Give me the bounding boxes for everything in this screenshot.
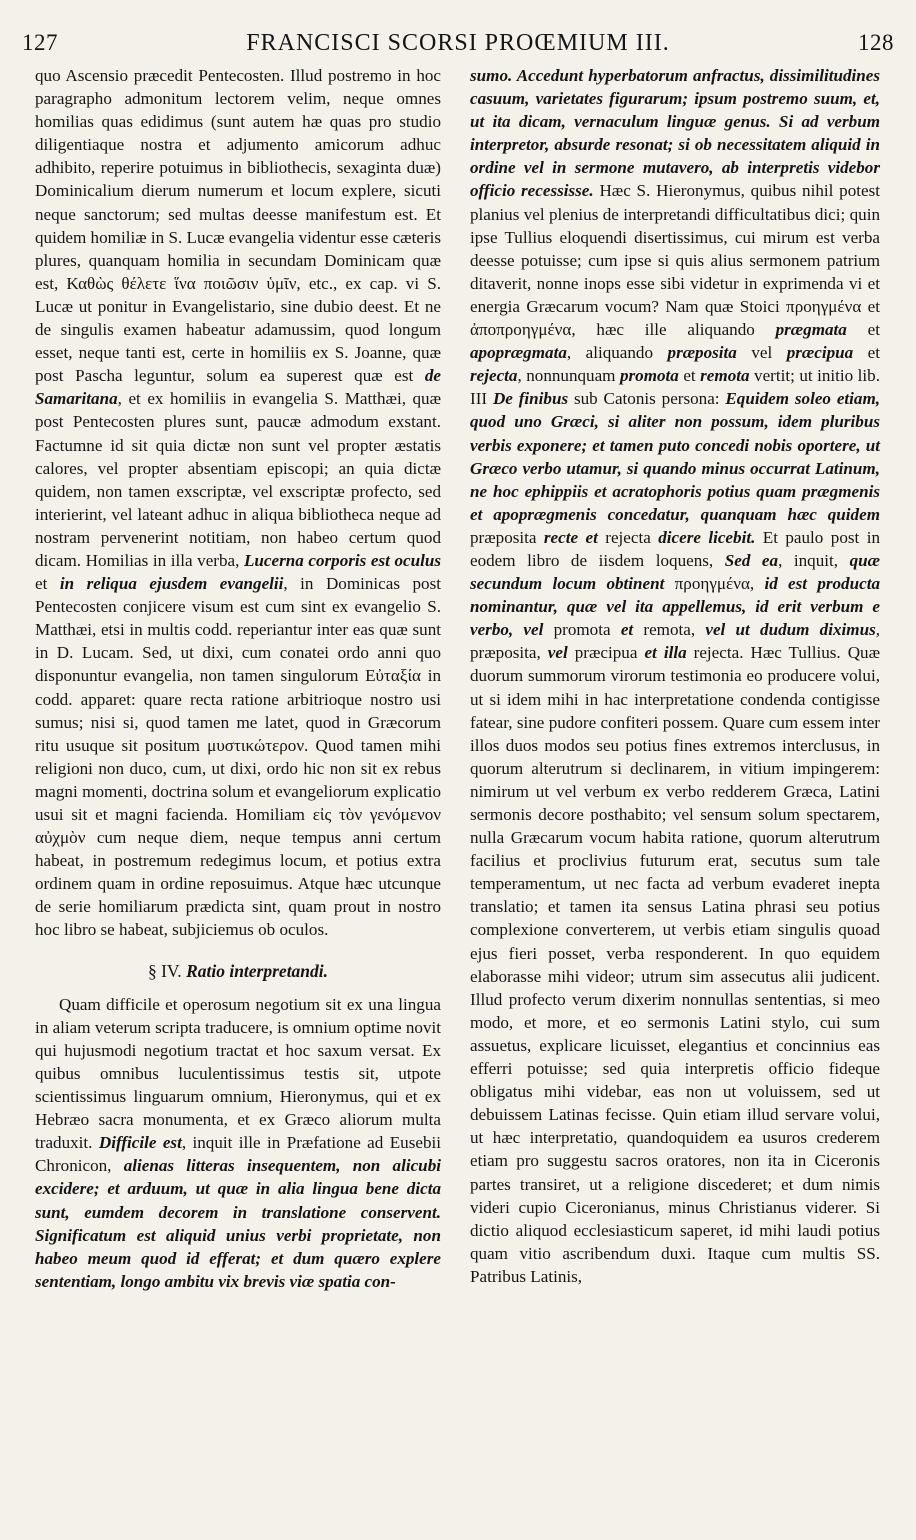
- text-run: et: [35, 574, 60, 594]
- italic-run: recte et: [543, 527, 598, 547]
- text-run: sub Catonis persona:: [568, 389, 726, 409]
- text-run: , in Dominicas post Pentecosten conjicere visum est cum sint ex evangelio S. Matthæi, etsi in multis codd. reperiantur inter eas quæ sunt in D. Lucam. Sed, ut dixi, cum conatei ordo anni quo disponuntur evangelia, non tamen singulorum Εὐταξία in codd. apparet: quare recta ratione arbitrioque nostro usi sumus; nisi si, quod tamen me latet, quod in Græcorum ritu usuque sit positum μυστικώτερον. Quod tamen mihi religioni non duco, cum, ut dixi, ordo hic non sit ex rebus magni momenti, doctrina solum et evangeliorum explicatio usui sit et magni facienda. Homiliam εἰς τὸν γενόμενον αὐχμὸν cum neque diem, neque tempus anni certum habeat, in postremum redegimus locum, et potius extra ordinem quam in ordine reposuimus. Atque hæc utcunque de serie homiliarum prædicta sint, quam prout in nostro hoc libro se habeat, subjiciemus ob oculos.: [35, 574, 441, 940]
- text-run: rejecta. Hæc Tullius. Quæ duorum summorum virorum testimonia eo producere volui, ut si idem mihi in hac interpretatione condenda contigisse fatear, sine pudore confiteri possem. Quare cum essem inter illos duos modos seu potius fines extremos interclusus, in quorum alterutrum si declinarem, in vitium impingerem: nimirum ut vel verbum ex verbo redderem Græca, Latini sermonis decore posthabito; vel sensum solum spectarem, nulla Græcarum vocum habita ratione, quorum alterutrum facilius et proclivius futurum erat, secutus sum tale temperamentum, ut nec facta ad verbum evaderet inepta translatio; et tamen ita sensus Latina phrasi seu potius complexione converterem, ut verbis etiam singulis quoad ejus fieri posset, verba responderent. In quo equidem elaborasse mihi videor; utrum sim assecutus alii judicent. Illud profecto verum dixerim nonnullas sententias, si meo modo, et more, et eo sermonis Latini stylo, cui sum assuetus, explicare licuisset, elegantius et concinnius eas efferri potuisse; sed quia interpretis officio fideque obligatus mihi videbar, eas non ut voluissem, sed ut debuissem Latinas fecisse. Quin etiam illud servare volui, ut hæc interpretatio, quandoquidem ea usuros crederem etiam pro suggestu sacros oratores, non ita in Ciceronis partes transiret, ut a religione discederet; et dum nimis videri cupio Ciceronianus, minus Christianus viderer. Si dictio aliquod ecclesiasticum saperet, id mihi laudi potius quam vitio ascribendum duxi. Itaque cum multis SS. Patribus Latinis,: [470, 643, 880, 1286]
- text-run: Hæc S. Hieronymus, quibus nihil potest planius vel plenius de interpretandi difficultatibus dici; quin ipse Tullius eloquendi disertissimus, cui mirum est verba deesse potuisse; cum ipse si quis alius sermonem patrium ditaverit, nonne inops esse sibi videtur in exprimenda vi et energia Græcarum vocum? Nam quæ Stoici προηγμένα et ἀποπροηγμένα, hæc ille aliquando: [470, 181, 880, 340]
- italic-run: sumo. Accedunt hyperbatorum anfractus, dissimilitudines casuum, varietates figurarum; ipsum postremo suum, et, ut ita dicam, vernaculum linguæ genus. Si ad verbum interpretor, absurde resonat; si ob necessitatem aliquid in ordine vel in sermone mutavero, ab interpretis videbor officio recessisse.: [470, 66, 880, 201]
- text-run: προηγμένα,: [664, 574, 765, 594]
- section-heading: [35, 960, 441, 983]
- text-run: præposita: [470, 527, 544, 547]
- italic-run: promota: [619, 366, 679, 386]
- italic-run: quæ secundum locum obtinent: [470, 550, 880, 594]
- italic-run: Sed ea: [724, 550, 779, 570]
- italic-run: id est producta nominantur, quæ vel ita appellemus, id erit verbum e verbo, vel: [470, 574, 880, 640]
- text-run: , aliquando: [566, 343, 668, 363]
- paragraph-continuation: [35, 64, 441, 942]
- text-run: Quam difficile et operosum negotium sit ex una lingua in aliam veterum scripta traducere, is omnium optime novit qui hujusmodi negotium tractat et hoc saxum versat. Ex quibus omnibus luculentissimus testis sit, utpote scientissimus linguarum omnium, Hieronymus, qui et ex Hebræo sacra monumenta, et ex Græco aliorum multa traduxit.: [35, 994, 441, 1153]
- italic-run: De finibus: [492, 389, 569, 409]
- italic-run: dicere licebit.: [658, 527, 756, 547]
- text-run: promota: [543, 620, 621, 640]
- italic-run: Difficile est: [98, 1133, 182, 1153]
- left-column: [35, 64, 441, 1293]
- italic-run: vel: [547, 643, 568, 663]
- italic-run: vel ut dudum diximus: [705, 620, 876, 640]
- text-run: quo Ascensio præcedit Pentecosten. Illud postremo in hoc paragrapho admonitum lectorem velim, neque omnes homilias quas edidimus (sunt autem hæ quas pro studio diligentiaque nostra et adjumento amicorum adhuc adhibito, reperire potuimus in bibliothecis, sexaginta duæ) Dominicalium dierum numerum et locum explere, sicuti neque sanctorum; sed multas deesse manifestum est. Et quidem homiliæ in S. Lucæ evangelia videntur esse cæteris plures, quanquam homilia in secundam Dominicam quæ est, Καθὼς θέλετε ἵνα ποιῶσιν ὑμῖν, etc., ex cap. vi S. Lucæ ut ponitur in Evangelistario, sine dubio deest. Et ne de singulis examen habeatur adamussim, quod longum esset, neque tanti est, certe in homiliis ex S. Joanne, quæ post Pascha leguntur, solum ea superest quæ est: [35, 66, 441, 386]
- italic-run: et: [620, 620, 634, 640]
- text-run: vel: [736, 343, 787, 363]
- right-column: [470, 64, 880, 1288]
- italic-run: de Samaritana: [35, 366, 441, 409]
- text-run: , inquit ille in Præfatione ad Eusebii Chronicon,: [35, 1133, 441, 1176]
- running-header: [22, 30, 894, 62]
- text-run: , nonnunquam: [517, 366, 620, 386]
- italic-run: prægmata: [775, 320, 847, 340]
- italic-run: apoprægmata: [470, 343, 567, 363]
- italic-run: Equidem soleo etiam, quod uno Græci, si aliter non possum, idem pluribus verbis exponere; et tamen puto concedi nobis oportere, ut Græco verbo utamur, si quando minus occurrat Latinum, ne hoc ephippiis et acratophoris potius quam prægmenis et apoprægmenis concedatur, quanquam hæc quidem: [470, 389, 881, 524]
- text-run: Et paulo post in eodem libro de iisdem loquens,: [470, 527, 880, 570]
- running-title: FRANCISCI SCORSI PROŒMIUM III.: [246, 30, 670, 56]
- italic-run: præposita: [667, 343, 737, 363]
- italic-run: et illa: [644, 643, 687, 663]
- text-run: præcipua: [567, 643, 645, 663]
- paragraph-ratio: [35, 993, 441, 1293]
- italic-run: Lucerna corporis est oculus: [243, 550, 441, 570]
- text-run: , præposita,: [470, 620, 881, 663]
- italic-run: præcipua: [786, 343, 854, 363]
- section-title: Ratio interpretandi.: [186, 960, 329, 981]
- text-run: remota,: [633, 620, 706, 640]
- section-label: § IV.: [147, 960, 182, 981]
- paragraph-right: [470, 64, 880, 1288]
- italic-run: rejecta: [470, 366, 518, 386]
- text-run: et: [678, 366, 701, 386]
- page-number-right: 128: [857, 30, 894, 55]
- italic-run: in reliqua ejusdem evangelii: [59, 574, 284, 594]
- text-run: , inquit,: [778, 550, 850, 570]
- italic-run: alienas litteras insequentem, non alicubi excidere; et arduum, ut quæ in alia lingua bene dicta sunt, eumdem decorem in translatione conservent. Significatum est aliquid unius verbi proprietate, non habeo meum quod id efferat; et dum quæro explere sententiam, longo ambitu vix brevis viæ spatia con-: [35, 1156, 441, 1291]
- text-run: vertit; ut initio lib. III: [470, 366, 880, 409]
- italic-run: remota: [700, 366, 750, 386]
- text-run: rejecta: [597, 527, 659, 547]
- page-number-left: 127: [22, 30, 58, 55]
- text-run: et: [846, 320, 880, 340]
- text-run: et: [853, 343, 880, 363]
- text-run: , et ex homiliis in evangelia S. Matthæi, quæ post Pentecosten plures sunt, paucæ admodum exstant. Factumne id sit quia dictæ non sunt vel propter æstatis calores, vel propter absentiam episcopi; an quia dictæ quidem, non tamen exscriptæ, vel exscriptæ profecto, sed interierint, vel lateant adhuc in aliqua bibliotheca neque ad nostram pervenerint notitiam, non habeo certum quod dicam. Homilias in illa verba,: [35, 389, 441, 570]
